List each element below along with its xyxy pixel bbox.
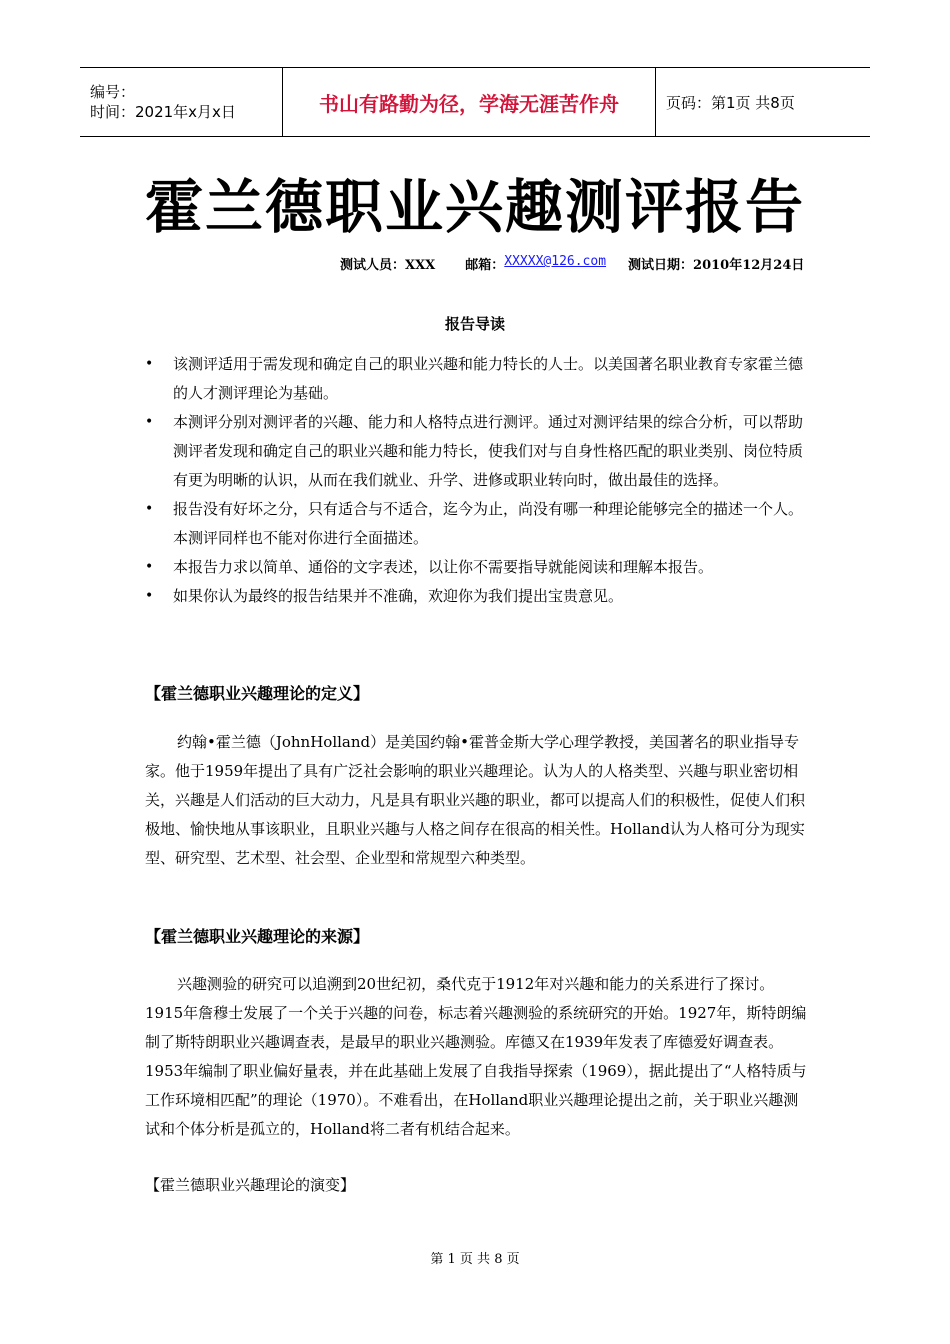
list-item: • 该测评适用于需发现和确定自己的职业兴趣和能力特长的人士。以美国著名职业教育专家霍兰德的人才测评理论为基础。 [145,350,805,408]
list-item: • 如果你认为最终的报告结果并不准确，欢迎你为我们提出宝贵意见。 [145,582,805,611]
origin-body: 兴趣测验的研究可以追溯到20世纪初，桑代克于1912年对兴趣和能力的关系进行了探讨。1915年詹穆士发展了一个关于兴趣的问卷，标志着兴趣测验的系统研究的开始。1927年，斯特朗编制了斯特朗职业兴趣调查表，是最早的职业兴趣测验。库德又在1939年发表了库德爱好调查表。 1953年编制了职业偏好量表，并在此基础上发展了自我指导探索（1969），据此提出了“人格特质与工作环境相匹配”的理论（1970）。不难看出，在Holland职业兴趣理论提出之前，关于职业兴趣测试和个体分析是孤立的，Holland将二者有机结合起来。 [145,975,807,1138]
list-item: • 本报告力求以简单、通俗的文字表述，以让你不需要指导就能阅读和理解本报告。 [145,553,805,582]
report-meta [340,254,810,273]
tester-label: 测试人员：XXX [340,258,436,273]
bullet-icon: • [145,501,154,517]
header-table [80,67,870,137]
definition-body: 约翰•霍兰德（JohnHolland）是美国约翰•霍普金斯大学心理学教授，美国著名的职业指导专家。他于1959年提出了具有广泛社会影响的职业兴趣理论。认为人的人格类型、兴趣与职业密切相关，兴趣是人们活动的巨大动力，凡是具有职业兴趣的职业，都可以提高人们的积极性，促使人们积极地、愉快地从事该职业，且职业兴趣与人格之间存在很高的相关性。Holland认为人格可分为现实型、研究型、艺术型、社会型、企业型和常规型六种类型。 [145,733,806,867]
definition-heading: 【霍兰德职业兴趣理论的定义】 [145,684,370,703]
guide-list [145,350,805,611]
code-label: 编号： [90,83,136,101]
guide-title: 报告导读 [444,315,505,333]
time-label: 时间：2021年x月x日 [90,103,236,121]
bullet-icon: • [145,414,154,430]
email-link[interactable]: XXXXX@126.com [504,254,607,269]
motto: 书山有路勤为径，学海无涯苦作舟 [282,68,656,136]
email-label: 邮箱： [465,258,505,273]
page-info: 页码：第1页 共8页 [666,93,795,112]
evolution-heading: 【霍兰德职业兴趣理论的演变】 [145,1176,356,1194]
header-left-cell [80,68,282,136]
page-footer: 第 1 页 共 8 页 [430,1252,520,1267]
bullet-icon: • [145,588,154,604]
list-item: • 报告没有好坏之分，只有适合与不适合，迄今为止，尚没有哪一种理论能够完全的描述一个人。本测评同样也不能对你进行全面描述。 [145,495,805,553]
origin-heading: 【霍兰德职业兴趣理论的来源】 [145,927,370,946]
report-title: 霍兰德职业兴趣测评报告 [144,173,805,241]
list-item: • 本测评分别对测评者的兴趣、能力和人格特点进行测评。通过对测评结果的综合分析，可以帮助测评者发现和确定自己的职业兴趣和能力特长，使我们对与自身性格匹配的职业类别、岗位特质有更为明晰的认识，从而在我们就业、升学、进修或职业转向时，做出最佳的选择。 [145,408,805,495]
bullet-icon: • [145,559,154,575]
bullet-icon: • [145,356,154,372]
test-date: 测试日期：2010年12月24日 [628,258,805,273]
